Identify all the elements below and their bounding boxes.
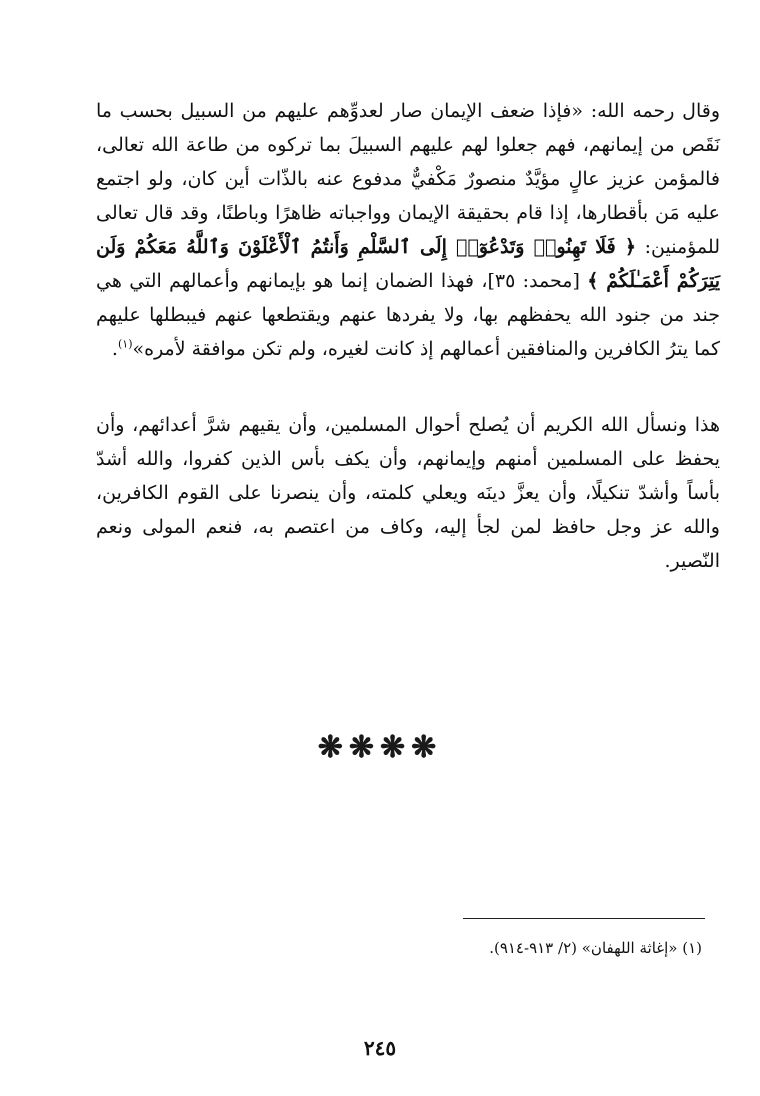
footnote-text: (١) «إغاثة اللهفان» (٢/ ٩١٣-٩١٤). (489, 939, 702, 957)
paragraph-quote (96, 94, 720, 366)
paragraph-quote-intro: وقال رحمه الله: «فإذا ضعف الإيمان صار لعدوِّهم عليهم من السبيل بحسب ما نَقَص من إيمانهم، فهم جعلوا لهم عليهم السبيلَ بما تركوه من طاعة الله تعالى، فالمؤمن عزيز عالٍ مؤيَّدٌ منصورٌ مَكْفيٌّ مدفوع عنه بالذّات أين كان، ولو اجتمع عليه مَن بأقطارها، إذا قام بحقيقة الإيمان وواجباته ظاهرًا وباطنًا، وقد قال تعالى للمؤمنين: (96, 100, 720, 258)
footnote-reference[interactable]: (١) (117, 337, 133, 351)
page-number: ٢٤٥ (363, 1036, 397, 1060)
paragraph-quote-end: . (111, 338, 118, 360)
section-separator: ❋❋❋❋ (317, 730, 443, 765)
footnote-divider (463, 918, 705, 919)
quran-verse: ﴿ فَلَا تَهِنُوا۟ وَتَدْعُوٓا۟ إِلَى ٱلسَّلْمِ وَأَنتُمُ ٱلْأَعْلَوْنَ وَٱللَّهُ مَعَكُمْ وَلَن يَتِرَكُمْ أَعْمَـٰلَكُمْ ﴾ (96, 236, 720, 292)
paragraph-quote-continuation: [محمد: ٣٥]، فهذا الضمان إنما هو بإيمانهم وأعمالهم التي هي جند من جنود الله يحفظهم بها، ولا يفردها عنهم ويقتطعها عنهم فيبطلها عليهم كما يترُ الكافرين والمنافقين أعمالهم إذ كانت لغيره، ولم تكن موافقة لأمره» (96, 270, 720, 360)
paragraph-supplication: هذا ونسأل الله الكريم أن يُصلح أحوال المسلمين، وأن يقيهم شرَّ أعدائهم، وأن يحفظ على المسلمين أمنهم وإيمانهم، وأن يكف بأس الذين كفروا، والله أشدّ بأساً وأشدّ تنكيلًا، وأن يعزَّ دينَه ويعلي كلمته، وأن ينصرنا على القوم الكافرين، والله عز وجل حافظ لمن لجأ إليه، وكاف من اعتصم به، فنعم المولى ونعم النّصير. (96, 414, 720, 572)
